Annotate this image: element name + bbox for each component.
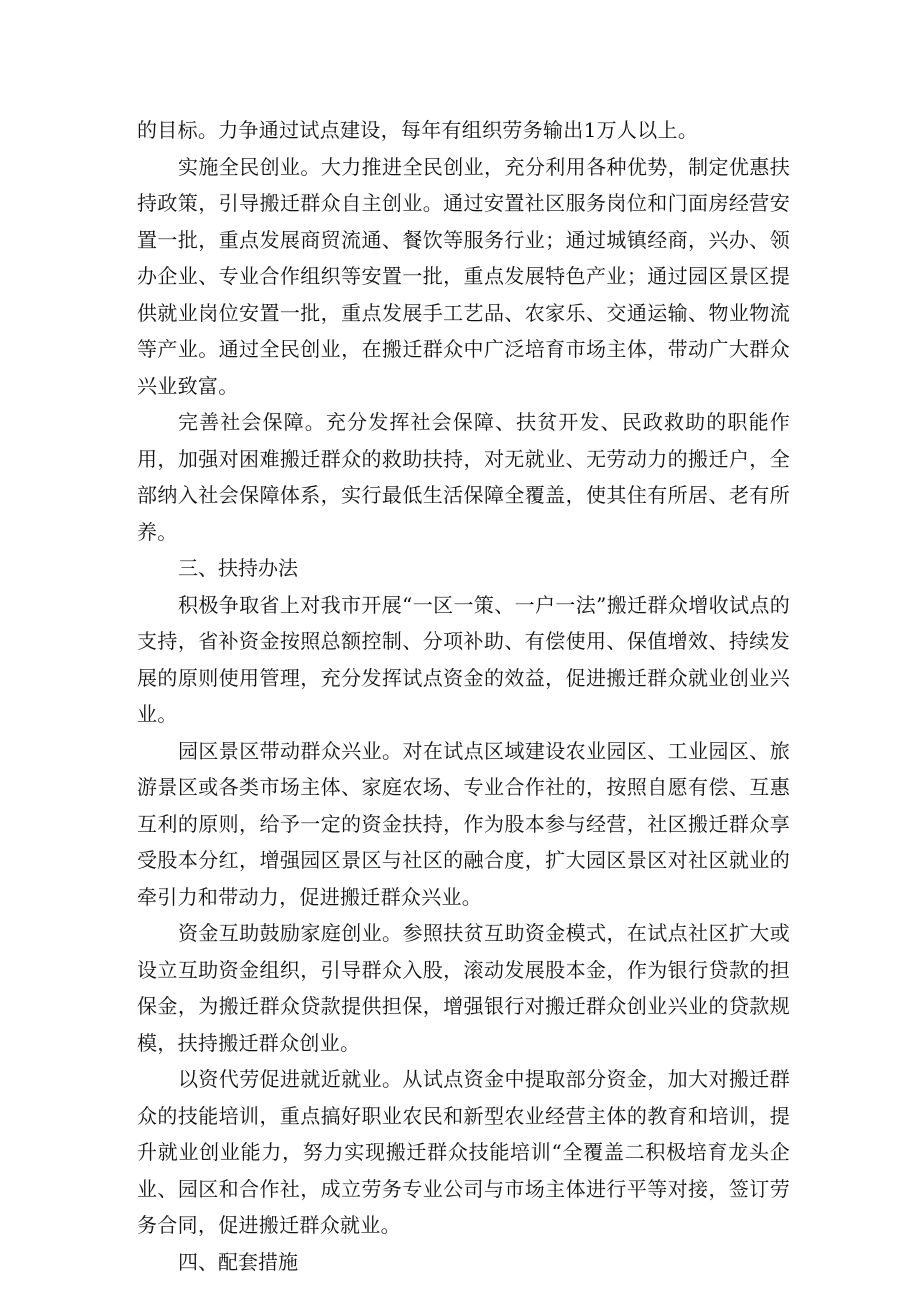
paragraph-social-security: 完善社会保障。充分发挥社会保障、扶贫开发、民政救助的职能作用，加强对困难搬迁群众的救助扶持，对无就业、无劳动力的搬迁户，全部纳入社会保障体系，实行最低生活保障全覆盖，使其住有所居、老有所养。 (137, 410, 790, 544)
paragraph-provincial-support: 积极争取省上对我市开展“一区一策、一户一法”搬迁群众增收试点的支持，省补资金按照总额控制、分项补助、有偿使用、保值增效、持续发展的原则使用管理，充分发挥试点资金的效益，促进搬迁群众就业创业兴业。 (137, 592, 790, 726)
paragraph-continuation: 的目标。力争通过试点建设，每年有组织劳务输出1万人以上。 (137, 118, 699, 142)
section-heading-supporting-measures: 四、配套措施 (178, 1249, 298, 1274)
section-heading-support-methods: 三、扶持办法 (178, 556, 298, 580)
paragraph-mutual-funds: 资金互助鼓励家庭创业。参照扶贫互助资金模式，在试点社区扩大或设立互助资金组织，引导群众入股，滚动发展股本金，作为银行贷款的担保金，为搬迁群众贷款提供担保，增强银行对搬迁群众创业兴业的贷款规模，扶持搬迁群众创业。 (137, 921, 790, 1055)
paragraph-labor-employment: 以资代劳促进就近就业。从试点资金中提取部分资金，加大对搬迁群众的技能培训，重点搞好职业农民和新型农业经营主体的教育和培训，提升就业创业能力，努力实现搬迁群众技能培训“全覆盖二积极培育龙头企业、园区和合作社，成立劳务专业公司与市场主体进行平等对接，签订劳务合同，促进搬迁群众就业。 (137, 1067, 790, 1237)
paragraph-park-scenic-areas: 园区景区带动群众兴业。对在试点区域建设农业园区、工业园区、旅游景区或各类市场主体、家庭农场、专业合作社的，按照自愿有偿、互惠互利的原则，给予一定的资金扶持，作为股本参与经营，社区搬迁群众享受股本分红，增强园区景区与社区的融合度，扩大园区景区对社区就业的牵引力和带动力，促进搬迁群众兴业。 (137, 738, 790, 909)
paragraph-entrepreneurship: 实施全民创业。大力推进全民创业，充分利用各种优势，制定优惠扶持政策，引导搬迁群众自主创业。通过安置社区服务岗位和门面房经营安置一批，重点发展商贸流通、餐饮等服务行业；通过城镇经商，兴办、领办企业、专业合作组织等安置一批，重点发展特色产业；通过园区景区提供就业岗位安置一批，重点发展手工艺品、农家乐、交通运输、物业物流等产业。通过全民创业，在搬迁群众中广泛培育市场主体，带动广大群众兴业致富。 (137, 154, 790, 398)
